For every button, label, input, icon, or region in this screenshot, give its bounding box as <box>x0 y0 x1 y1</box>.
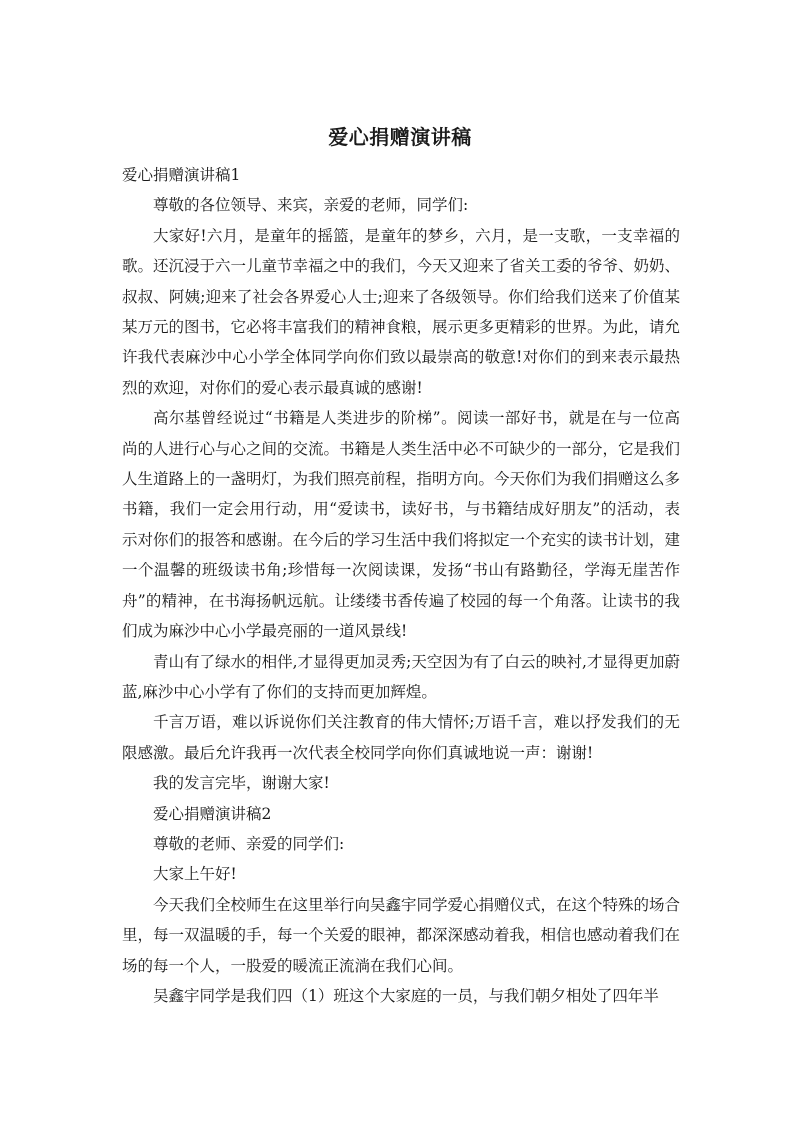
paragraph: 尊敬的各位领导、来宾，亲爱的老师，同学们: <box>153 196 469 215</box>
paragraph: 吴鑫宇同学是我们四（1）班这个大家庭的一员，与我们朝夕相处了四年半 <box>153 986 659 1005</box>
paragraph: 今天我们全校师生在这里举行向吴鑫宇同学爱心捐赠仪式，在这个特殊的场合里，每一双温暖的手，每一个关爱的眼神，都深深感动着我，相信也感动着我们在场的每一个人，一股爱的暖流正流淌在我们心间。 <box>122 895 681 975</box>
paragraph: 尊敬的老师、亲爱的同学们: <box>153 834 345 853</box>
document-title: 爱心捐赠演讲稿 <box>328 125 472 149</box>
paragraph: 高尔基曾经说过“书籍是人类进步的阶梯”。阅读一部好书，就是在与一位高尚的人进行心与心之间的交流。书籍是人类生活中必不可缺少的一部分，它是我们人生道路上的一盏明灯，为我们照亮前程，指明方向。今天你们为我们捐赠这么多书籍，我们一定会用行动，用“爱读书，读好书，与书籍结成好朋友”的活动，表示对你们的报答和感谢。在今后的学习生活中我们将拟定一个充实的读书计划，建一个温馨的班级读书角;珍惜每一次阅读课，发扬“书山有路勤径，学海无崖苦作舟”的精神，在书海扬帆远航。让缕缕书香传遍了校园的每一个角落。让读书的我们成为麻沙中心小学最亮丽的一道风景线! <box>122 409 681 641</box>
paragraph: 大家好!六月，是童年的摇篮，是童年的梦乡，六月，是一支歌，一支幸福的歌。还沉浸于六一儿童节幸福之中的我们，今天又迎来了省关工委的爷爷、奶奶、叔叔、阿姨;迎来了社会各界爱心人士;迎来了各级领导。你们给我们送来了价值某某万元的图书，它必将丰富我们的精神食粮，展示更多更精彩的世界。为此，请允许我代表麻沙中心小学全体同学向你们致以最崇高的敬意!对你们的到来表示最热烈的欢迎，对你们的爱心表示最真诚的感谢! <box>122 226 681 397</box>
paragraph: 爱心捐赠演讲稿1 <box>122 166 241 184</box>
paragraph: 爱心捐赠演讲稿2 <box>153 804 272 823</box>
document-body <box>122 160 680 1011</box>
paragraph: 青山有了绿水的相伴,才显得更加灵秀;天空因为有了白云的映衬,才显得更加蔚蓝,麻沙中心小学有了你们的支持而更加辉煌。 <box>122 652 680 701</box>
paragraph: 千言万语，难以诉说你们关注教育的伟大情怀;万语千言，难以抒发我们的无限感激。最后允许我再一次代表全校同学向你们真诚地说一声：谢谢! <box>122 713 680 762</box>
paragraph: 大家上午好! <box>153 865 237 884</box>
paragraph: 我的发言完毕，谢谢大家! <box>153 774 330 793</box>
